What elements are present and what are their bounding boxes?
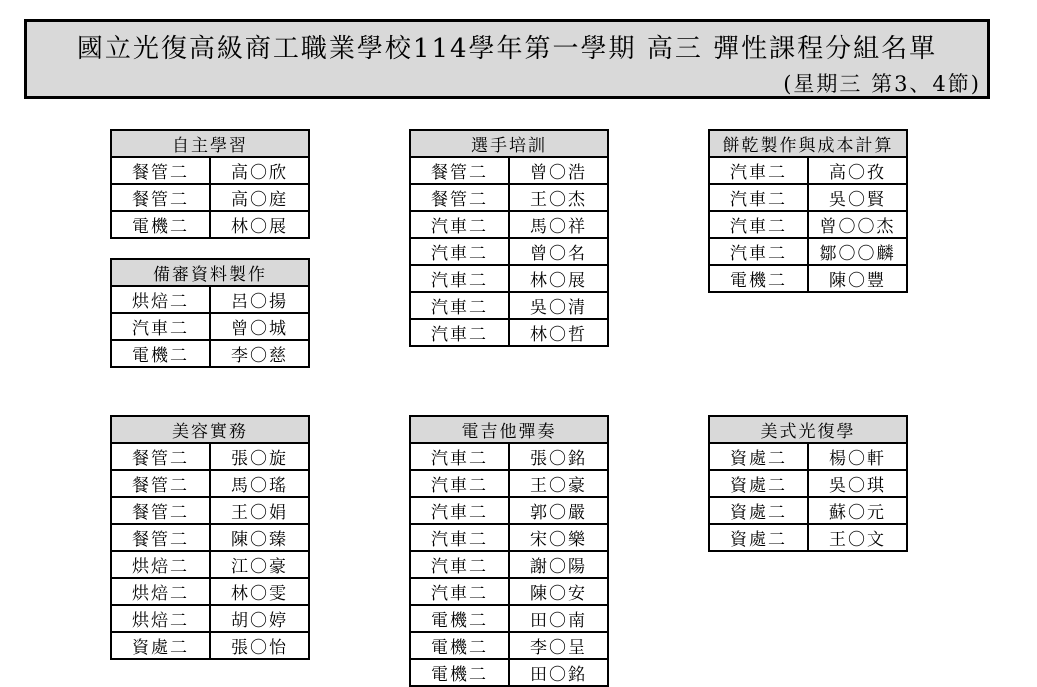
- table-row: [709, 497, 907, 524]
- table-row: [709, 470, 907, 497]
- student-name-cell: 林〇雯: [210, 578, 309, 605]
- table-row: [709, 157, 907, 184]
- group-table-self-study: [110, 129, 310, 239]
- student-name-cell: 蘇〇元: [808, 497, 907, 524]
- table-row: [410, 551, 608, 578]
- class-cell: 餐管二: [111, 497, 210, 524]
- student-name-cell: 胡〇婷: [210, 605, 309, 632]
- page-title: 國立光復高級商工職業學校114學年第一學期 高三 彈性課程分組名單: [76, 34, 938, 64]
- table-row: [410, 497, 608, 524]
- table-row: [709, 211, 907, 238]
- student-name-cell: 江〇豪: [210, 551, 309, 578]
- class-cell: 烘焙二: [111, 605, 210, 632]
- class-cell: 汽車二: [410, 211, 509, 238]
- student-name-cell: 田〇銘: [509, 659, 608, 686]
- table-row: [111, 632, 309, 659]
- student-name-cell: 曾〇城: [210, 313, 309, 340]
- student-name-cell: 馬〇祥: [509, 211, 608, 238]
- table-row: [410, 184, 608, 211]
- table-row: [111, 551, 309, 578]
- group-table-electric-guitar: [409, 415, 609, 687]
- table-row: [410, 319, 608, 346]
- class-cell: 資處二: [709, 524, 808, 551]
- class-cell: 電機二: [709, 265, 808, 292]
- class-cell: 汽車二: [410, 470, 509, 497]
- student-name-cell: 張〇旋: [210, 443, 309, 470]
- student-name-cell: 林〇展: [210, 211, 309, 238]
- class-cell: 汽車二: [410, 443, 509, 470]
- table-row: [111, 313, 309, 340]
- student-name-cell: 陳〇臻: [210, 524, 309, 551]
- table-row: [111, 184, 309, 211]
- class-cell: 資處二: [709, 470, 808, 497]
- class-cell: 汽車二: [709, 211, 808, 238]
- student-name-cell: 王〇娟: [210, 497, 309, 524]
- group-table-portfolio-prep: [110, 258, 310, 368]
- student-name-cell: 宋〇樂: [509, 524, 608, 551]
- student-name-cell: 吳〇清: [509, 292, 608, 319]
- class-cell: 汽車二: [410, 238, 509, 265]
- class-cell: 電機二: [410, 659, 509, 686]
- group-table-american-guangfu: [708, 415, 908, 552]
- class-cell: 汽車二: [709, 238, 808, 265]
- student-name-cell: 李〇呈: [509, 632, 608, 659]
- table-row: [410, 238, 608, 265]
- student-name-cell: 郭〇嚴: [509, 497, 608, 524]
- student-name-cell: 呂〇揚: [210, 286, 309, 313]
- student-name-cell: 王〇豪: [509, 470, 608, 497]
- class-cell: 汽車二: [410, 578, 509, 605]
- student-name-cell: 吳〇琪: [808, 470, 907, 497]
- group-header: 備審資料製作: [111, 259, 309, 286]
- student-name-cell: 陳〇豐: [808, 265, 907, 292]
- student-name-cell: 高〇欣: [210, 157, 309, 184]
- group-header: 美式光復學: [709, 416, 907, 443]
- student-name-cell: 曾〇浩: [509, 157, 608, 184]
- group-table-cookie-making: [708, 129, 908, 293]
- student-name-cell: 陳〇安: [509, 578, 608, 605]
- student-name-cell: 王〇文: [808, 524, 907, 551]
- class-cell: 資處二: [709, 497, 808, 524]
- student-name-cell: 田〇南: [509, 605, 608, 632]
- group-header: 餅乾製作與成本計算: [709, 130, 907, 157]
- student-name-cell: 謝〇陽: [509, 551, 608, 578]
- student-name-cell: 林〇展: [509, 265, 608, 292]
- student-name-cell: 張〇銘: [509, 443, 608, 470]
- class-cell: 電機二: [111, 340, 210, 367]
- student-name-cell: 吳〇賢: [808, 184, 907, 211]
- student-name-cell: 曾〇名: [509, 238, 608, 265]
- student-name-cell: 李〇慈: [210, 340, 309, 367]
- class-cell: 餐管二: [410, 157, 509, 184]
- student-name-cell: 楊〇軒: [808, 443, 907, 470]
- student-name-cell: 高〇孜: [808, 157, 907, 184]
- table-row: [410, 157, 608, 184]
- class-cell: 汽車二: [410, 292, 509, 319]
- class-cell: 汽車二: [709, 157, 808, 184]
- class-cell: 餐管二: [410, 184, 509, 211]
- student-name-cell: 林〇哲: [509, 319, 608, 346]
- group-header: 選手培訓: [410, 130, 608, 157]
- group-header: 美容實務: [111, 416, 309, 443]
- table-row: [111, 497, 309, 524]
- class-cell: 汽車二: [709, 184, 808, 211]
- class-cell: 汽車二: [410, 497, 509, 524]
- table-row: [410, 265, 608, 292]
- student-name-cell: 馬〇瑤: [210, 470, 309, 497]
- class-cell: 烘焙二: [111, 551, 210, 578]
- group-header: 電吉他彈奏: [410, 416, 608, 443]
- group-table-beauty-practice: [110, 415, 310, 660]
- table-row: [111, 524, 309, 551]
- group-table-athlete-training: [409, 129, 609, 347]
- class-cell: 汽車二: [410, 524, 509, 551]
- student-name-cell: 王〇杰: [509, 184, 608, 211]
- table-row: [111, 605, 309, 632]
- table-row: [410, 524, 608, 551]
- table-row: [709, 184, 907, 211]
- class-cell: 資處二: [709, 443, 808, 470]
- table-row: [111, 157, 309, 184]
- student-name-cell: 曾〇〇杰: [808, 211, 907, 238]
- class-cell: 汽車二: [410, 265, 509, 292]
- class-cell: 餐管二: [111, 184, 210, 211]
- page-subtitle: (星期三 第3、4節): [783, 72, 981, 96]
- student-name-cell: 鄒〇〇麟: [808, 238, 907, 265]
- class-cell: 汽車二: [111, 313, 210, 340]
- table-row: [111, 340, 309, 367]
- class-cell: 汽車二: [410, 319, 509, 346]
- table-row: [111, 286, 309, 313]
- class-cell: 餐管二: [111, 157, 210, 184]
- class-cell: 烘焙二: [111, 286, 210, 313]
- table-row: [709, 443, 907, 470]
- table-row: [709, 524, 907, 551]
- class-cell: 電機二: [410, 605, 509, 632]
- table-row: [111, 470, 309, 497]
- class-cell: 汽車二: [410, 551, 509, 578]
- class-cell: 電機二: [111, 211, 210, 238]
- student-name-cell: 高〇庭: [210, 184, 309, 211]
- table-row: [111, 578, 309, 605]
- class-cell: 電機二: [410, 632, 509, 659]
- class-cell: 資處二: [111, 632, 210, 659]
- table-row: [410, 470, 608, 497]
- table-row: [410, 659, 608, 686]
- class-cell: 餐管二: [111, 443, 210, 470]
- table-row: [410, 578, 608, 605]
- table-row: [111, 443, 309, 470]
- table-row: [410, 605, 608, 632]
- table-row: [410, 632, 608, 659]
- student-name-cell: 張〇怡: [210, 632, 309, 659]
- table-row: [709, 265, 907, 292]
- table-row: [410, 292, 608, 319]
- class-cell: 烘焙二: [111, 578, 210, 605]
- title-banner: [24, 19, 990, 99]
- class-cell: 餐管二: [111, 470, 210, 497]
- table-row: [410, 443, 608, 470]
- group-header: 自主學習: [111, 130, 309, 157]
- table-row: [709, 238, 907, 265]
- class-cell: 餐管二: [111, 524, 210, 551]
- table-row: [111, 211, 309, 238]
- table-row: [410, 211, 608, 238]
